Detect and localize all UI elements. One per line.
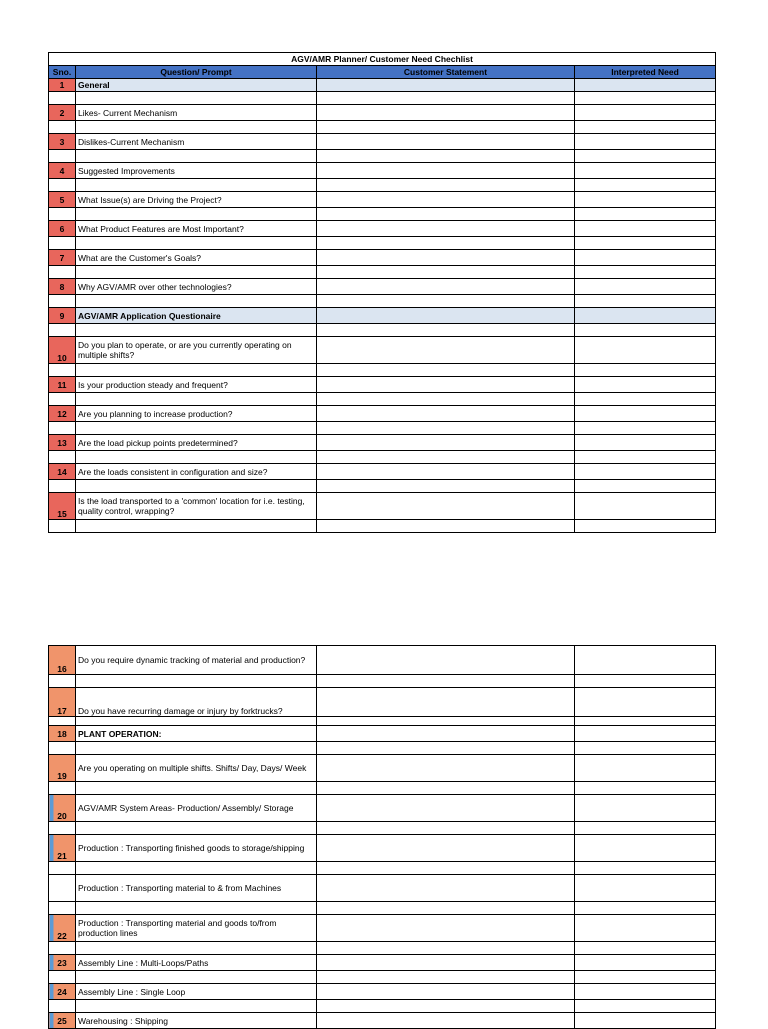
customer-statement-cell[interactable]: [317, 675, 575, 688]
interpreted-need-cell[interactable]: [575, 308, 716, 324]
interpreted-need-cell[interactable]: [575, 422, 716, 435]
customer-statement-cell[interactable]: [317, 875, 575, 902]
question-cell: Warehousing : Shipping: [76, 1013, 317, 1029]
table-row: [49, 955, 716, 971]
question-cell: Dislikes-Current Mechanism: [76, 134, 317, 150]
customer-statement-cell[interactable]: [317, 221, 575, 237]
interpreted-need-cell[interactable]: [575, 875, 716, 902]
interpreted-need-cell[interactable]: [575, 266, 716, 279]
table-row: [49, 221, 716, 237]
customer-statement-cell[interactable]: [317, 942, 575, 955]
interpreted-need-cell[interactable]: [575, 717, 716, 726]
header-interpreted-need: Interpreted Need: [575, 66, 716, 79]
row-number: 25: [49, 1013, 76, 1029]
customer-statement-cell[interactable]: [317, 862, 575, 875]
question-cell: Production : Transporting material and goods to/from production lines: [76, 915, 317, 942]
interpreted-need-cell[interactable]: [575, 464, 716, 480]
interpreted-need-cell[interactable]: [575, 520, 716, 533]
customer-statement-cell[interactable]: [317, 717, 575, 726]
table-row: [49, 192, 716, 208]
interpreted-need-cell[interactable]: [575, 192, 716, 208]
row-number: 17: [49, 688, 76, 717]
table-row: [49, 79, 716, 92]
customer-statement-cell[interactable]: [317, 150, 575, 163]
interpreted-need-cell[interactable]: [575, 451, 716, 464]
row-number: 12: [49, 406, 76, 422]
customer-statement-cell[interactable]: [317, 971, 575, 984]
table-row: [49, 337, 716, 364]
interpreted-need-cell[interactable]: [575, 221, 716, 237]
interpreted-need-cell[interactable]: [575, 782, 716, 795]
customer-statement-cell[interactable]: [317, 646, 575, 675]
customer-statement-cell[interactable]: [317, 822, 575, 835]
interpreted-need-cell[interactable]: [575, 688, 716, 717]
checklist-table-page2: [48, 645, 716, 1029]
customer-statement-cell[interactable]: [317, 92, 575, 105]
header-question: Question/ Prompt: [76, 66, 317, 79]
customer-statement-cell[interactable]: [317, 266, 575, 279]
customer-statement-cell[interactable]: [317, 163, 575, 179]
customer-statement-cell[interactable]: [317, 364, 575, 377]
customer-statement-cell[interactable]: [317, 795, 575, 822]
row-number: 13: [49, 435, 76, 451]
customer-statement-cell[interactable]: [317, 377, 575, 393]
table-row: [49, 755, 716, 782]
row-number: 2: [49, 105, 76, 121]
interpreted-need-cell[interactable]: [575, 984, 716, 1000]
customer-statement-cell[interactable]: [317, 337, 575, 364]
row-number: 15: [49, 493, 76, 520]
customer-statement-cell[interactable]: [317, 480, 575, 493]
interpreted-need-cell[interactable]: [575, 295, 716, 308]
customer-statement-cell[interactable]: [317, 902, 575, 915]
row-number: 11: [49, 377, 76, 393]
question-cell: AGV/AMR System Areas- Production/ Assembly/ Storage: [76, 795, 317, 822]
question-cell: Do you require dynamic tracking of material and production?: [76, 646, 317, 675]
interpreted-need-cell[interactable]: [575, 480, 716, 493]
table-row: [49, 726, 716, 742]
customer-statement-cell[interactable]: [317, 393, 575, 406]
row-number: 18: [49, 726, 76, 742]
customer-statement-cell[interactable]: [317, 208, 575, 221]
interpreted-need-cell[interactable]: [575, 726, 716, 742]
row-number: 1: [49, 79, 76, 92]
interpreted-need-cell[interactable]: [575, 105, 716, 121]
question-cell: Assembly Line : Multi-Loops/Paths: [76, 955, 317, 971]
row-number: 21: [49, 835, 76, 862]
row-number: 4: [49, 163, 76, 179]
interpreted-need-cell[interactable]: [575, 364, 716, 377]
interpreted-need-cell[interactable]: [575, 208, 716, 221]
customer-statement-cell[interactable]: [317, 493, 575, 520]
interpreted-need-cell[interactable]: [575, 646, 716, 675]
interpreted-need-cell[interactable]: [575, 150, 716, 163]
row-number: 20: [49, 795, 76, 822]
customer-statement-cell[interactable]: [317, 688, 575, 717]
customer-statement-cell[interactable]: [317, 915, 575, 942]
customer-statement-cell[interactable]: [317, 324, 575, 337]
section-heading-application-questionaire: AGV/AMR Application Questionaire: [76, 308, 317, 324]
customer-statement-cell[interactable]: [317, 237, 575, 250]
table-row: [49, 406, 716, 422]
customer-statement-cell[interactable]: [317, 835, 575, 862]
customer-statement-cell[interactable]: [317, 121, 575, 134]
customer-statement-cell[interactable]: [317, 755, 575, 782]
row-number: 5: [49, 192, 76, 208]
customer-statement-cell[interactable]: [317, 422, 575, 435]
interpreted-need-cell[interactable]: [575, 337, 716, 364]
table-row: [49, 1013, 716, 1029]
customer-statement-cell[interactable]: [317, 179, 575, 192]
row-number: [49, 875, 76, 902]
interpreted-need-cell[interactable]: [575, 377, 716, 393]
customer-statement-cell[interactable]: [317, 406, 575, 422]
customer-statement-cell[interactable]: [317, 782, 575, 795]
row-number: 19: [49, 755, 76, 782]
table-row: [49, 134, 716, 150]
row-number: 22: [49, 915, 76, 942]
interpreted-need-cell[interactable]: [575, 755, 716, 782]
customer-statement-cell[interactable]: [317, 520, 575, 533]
interpreted-need-cell[interactable]: [575, 1000, 716, 1013]
customer-statement-cell[interactable]: [317, 192, 575, 208]
table-row: [49, 688, 716, 717]
interpreted-need-cell[interactable]: [575, 955, 716, 971]
customer-statement-cell[interactable]: [317, 742, 575, 755]
table-row: [49, 646, 716, 675]
customer-statement-cell[interactable]: [317, 105, 575, 121]
table-row: [49, 250, 716, 266]
section-heading-general: General: [76, 79, 317, 92]
question-cell: Are the loads consistent in configuration and size?: [76, 464, 317, 480]
question-cell: What Product Features are Most Important?: [76, 221, 317, 237]
interpreted-need-cell[interactable]: [575, 915, 716, 942]
interpreted-need-cell[interactable]: [575, 795, 716, 822]
customer-statement-cell[interactable]: [317, 464, 575, 480]
interpreted-need-cell[interactable]: [575, 942, 716, 955]
row-number: 14: [49, 464, 76, 480]
customer-statement-cell[interactable]: [317, 435, 575, 451]
question-cell: What Issue(s) are Driving the Project?: [76, 192, 317, 208]
row-number: 8: [49, 279, 76, 295]
interpreted-need-cell[interactable]: [575, 493, 716, 520]
question-cell: Production : Transporting material to & from Machines: [76, 875, 317, 902]
interpreted-need-cell[interactable]: [575, 1013, 716, 1029]
table-row: [49, 308, 716, 324]
row-number: 16: [49, 646, 76, 675]
table-row: [49, 795, 716, 822]
interpreted-need-cell[interactable]: [575, 79, 716, 92]
checklist-table-page1: [48, 52, 716, 533]
customer-statement-cell[interactable]: [317, 955, 575, 971]
table-row: [49, 464, 716, 480]
interpreted-need-cell[interactable]: [575, 92, 716, 105]
question-cell: What are the Customer's Goals?: [76, 250, 317, 266]
interpreted-need-cell[interactable]: [575, 435, 716, 451]
row-number: 6: [49, 221, 76, 237]
interpreted-need-cell[interactable]: [575, 163, 716, 179]
table-row: [49, 875, 716, 902]
customer-statement-cell[interactable]: [317, 295, 575, 308]
header-customer-statement: Customer Statement: [317, 66, 575, 79]
table-row: [49, 435, 716, 451]
customer-statement-cell[interactable]: [317, 279, 575, 295]
interpreted-need-cell[interactable]: [575, 250, 716, 266]
customer-statement-cell[interactable]: [317, 79, 575, 92]
row-number: 23: [49, 955, 76, 971]
interpreted-need-cell[interactable]: [575, 324, 716, 337]
table-row: [49, 493, 716, 520]
interpreted-need-cell[interactable]: [575, 393, 716, 406]
question-cell: Assembly Line : Single Loop: [76, 984, 317, 1000]
interpreted-need-cell[interactable]: [575, 742, 716, 755]
customer-statement-cell[interactable]: [317, 1000, 575, 1013]
question-cell: Production : Transporting finished goods to storage/shipping: [76, 835, 317, 862]
table-row: [49, 915, 716, 942]
interpreted-need-cell[interactable]: [575, 121, 716, 134]
table-row: [49, 105, 716, 121]
interpreted-need-cell[interactable]: [575, 675, 716, 688]
interpreted-need-cell[interactable]: [575, 971, 716, 984]
table-row: [49, 835, 716, 862]
interpreted-need-cell[interactable]: [575, 406, 716, 422]
question-cell: Why AGV/AMR over other technologies?: [76, 279, 317, 295]
question-cell: Are you planning to increase production?: [76, 406, 317, 422]
interpreted-need-cell[interactable]: [575, 902, 716, 915]
row-number: 7: [49, 250, 76, 266]
customer-statement-cell[interactable]: [317, 134, 575, 150]
question-cell: Suggested Improvements: [76, 163, 317, 179]
interpreted-need-cell[interactable]: [575, 279, 716, 295]
question-cell: Are the load pickup points predetermined?: [76, 435, 317, 451]
interpreted-need-cell[interactable]: [575, 835, 716, 862]
interpreted-need-cell[interactable]: [575, 822, 716, 835]
question-cell: Are you operating on multiple shifts. Shifts/ Day, Days/ Week: [76, 755, 317, 782]
table-row: [49, 279, 716, 295]
customer-statement-cell[interactable]: [317, 984, 575, 1000]
question-cell: Is your production steady and frequent?: [76, 377, 317, 393]
header-sno: Sno.: [49, 66, 76, 79]
interpreted-need-cell[interactable]: [575, 134, 716, 150]
customer-statement-cell[interactable]: [317, 308, 575, 324]
section-heading-plant-operation: PLANT OPERATION:: [76, 726, 317, 742]
customer-statement-cell[interactable]: [317, 250, 575, 266]
interpreted-need-cell[interactable]: [575, 862, 716, 875]
row-number: 3: [49, 134, 76, 150]
question-cell: Is the load transported to a 'common' location for i.e. testing, quality control, wrapping?: [76, 493, 317, 520]
question-cell: Likes- Current Mechanism: [76, 105, 317, 121]
question-cell: Do you have recurring damage or injury by forktrucks?: [76, 688, 317, 717]
customer-statement-cell[interactable]: [317, 1013, 575, 1029]
table-row: [49, 984, 716, 1000]
interpreted-need-cell[interactable]: [575, 237, 716, 250]
row-number: 10: [49, 337, 76, 364]
interpreted-need-cell[interactable]: [575, 179, 716, 192]
table-row: [49, 377, 716, 393]
customer-statement-cell[interactable]: [317, 726, 575, 742]
sheet-title: AGV/AMR Planner/ Customer Need Chechlist: [49, 53, 716, 66]
row-number: 24: [49, 984, 76, 1000]
question-cell: Do you plan to operate, or are you currently operating on multiple shifts?: [76, 337, 317, 364]
customer-statement-cell[interactable]: [317, 451, 575, 464]
row-number: 9: [49, 308, 76, 324]
table-row: [49, 163, 716, 179]
